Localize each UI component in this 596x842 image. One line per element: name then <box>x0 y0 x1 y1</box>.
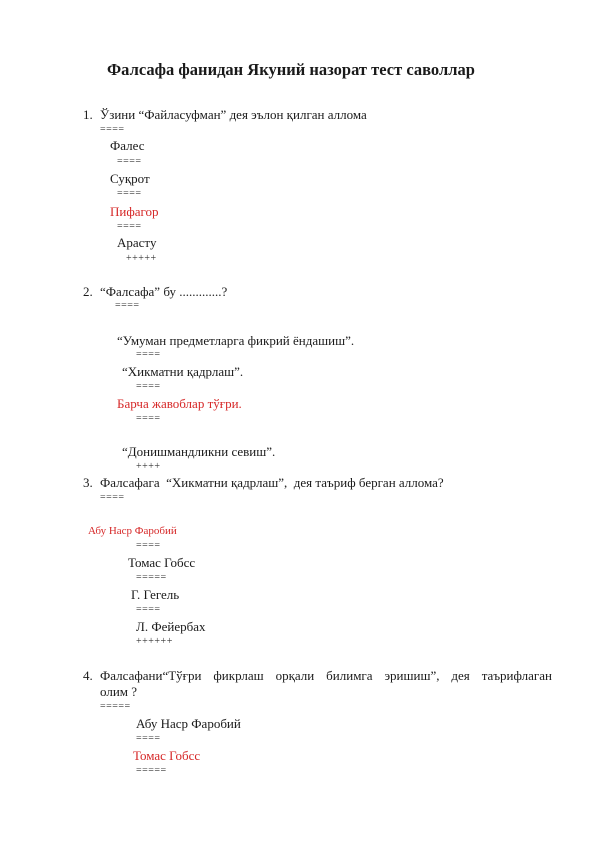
separator: ==== <box>136 733 161 744</box>
question-number: 2. <box>83 284 93 299</box>
question-end-marker: ++++++ <box>136 636 173 647</box>
separator: ==== <box>115 300 140 311</box>
separator: ===== <box>136 572 167 583</box>
answer-option: “Хикматни қадрлаш”. <box>122 364 244 379</box>
answer-option-correct: Барча жавоблар тўғри. <box>117 396 242 411</box>
separator: ==== <box>136 413 161 424</box>
question-word: таърифлаган <box>481 668 552 683</box>
page-title: Фалсафа фанидан Якуний назорат тест саволлар <box>107 60 475 79</box>
question-word: фикрлаш <box>213 668 264 683</box>
answer-option: “Умуман предметларга фикрий ёндашиш”. <box>117 333 355 348</box>
question-end-marker: ++++ <box>136 461 161 472</box>
question-word: эришиш”, <box>384 668 440 683</box>
separator: ==== <box>100 124 125 135</box>
separator: ==== <box>100 492 125 503</box>
answer-option: Томас Гобсс <box>128 555 196 570</box>
question-text-line: олим ? <box>100 684 138 699</box>
question-word: дея <box>451 668 470 683</box>
answer-option: Л. Фейербах <box>136 619 206 634</box>
question-number: 4. <box>83 668 93 683</box>
question-number: 3. <box>83 475 93 490</box>
question-word: орқали <box>275 668 315 683</box>
question-word: билимга <box>326 668 373 683</box>
answer-option: “Донишмандликни севиш”. <box>122 444 276 459</box>
separator: ==== <box>117 188 142 199</box>
answer-option-correct: Абу Наср Фаробий <box>88 525 177 537</box>
question-number: 1. <box>83 107 93 122</box>
separator: ==== <box>117 156 142 167</box>
separator: ===== <box>136 765 167 776</box>
answer-option-correct: Пифагор <box>110 204 159 219</box>
question-text: Фалсафага “Хикматни қадрлаш”, дея таъриф берган аллома? <box>100 475 444 490</box>
separator: ==== <box>136 349 161 360</box>
separator: ===== <box>100 701 131 712</box>
separator: ==== <box>136 381 161 392</box>
answer-option: Суқрот <box>110 171 150 186</box>
answer-option-correct: Томас Гобсс <box>133 748 201 763</box>
answer-option: Г. Гегель <box>131 587 180 602</box>
answer-option: Арасту <box>117 235 157 250</box>
separator: ==== <box>117 221 142 232</box>
separator: ==== <box>136 604 161 615</box>
answer-option: Фалес <box>110 138 145 153</box>
question-text-line <box>100 668 552 683</box>
question-end-marker: +++++ <box>126 253 157 264</box>
question-text: Ўзини “Файласуфман” дея эълон қилган аллома <box>100 107 367 122</box>
answer-option: Абу Наср Фаробий <box>136 716 241 731</box>
question-word: Фалсафани“Тўғри <box>100 668 202 683</box>
separator: ==== <box>136 540 161 551</box>
question-text: “Фалсафа” бу .............? <box>100 284 228 299</box>
